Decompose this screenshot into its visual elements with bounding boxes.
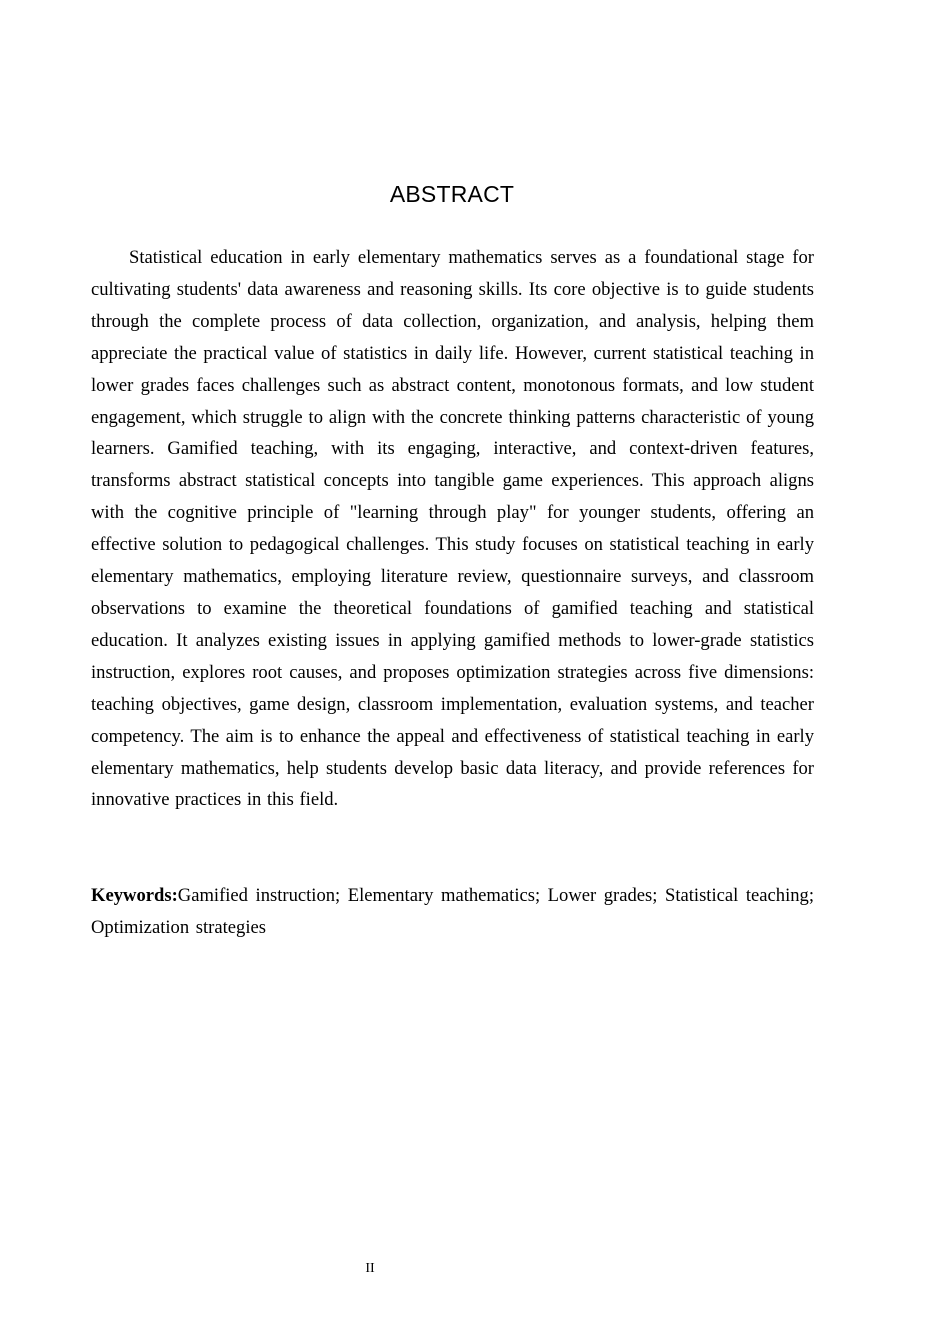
- keywords-paragraph: [91, 880, 814, 944]
- keywords-text: Gamified instruction; Elementary mathematics; Lower grades; Statistical teaching; Optimization strategies: [91, 885, 814, 938]
- page-number: II: [365, 1261, 375, 1276]
- abstract-paragraph: Statistical education in early elementary mathematics serves as a foundational stage for cultivating students' data awareness and reasoning skills. Its core objective is to guide students through the complete process of data collection, organization, and analysis, helping them appreciate the practical value of statistics in daily life. However, current statistical teaching in lower grades faces challenges such as abstract content, monotonous formats, and low student engagement, which struggle to align with the concrete thinking patterns characteristic of young learners. Gamified teaching, with its engaging, interactive, and context-driven features, transforms abstract statistical concepts into tangible game experiences. This approach aligns with the cognitive principle of "learning through play" for younger students, offering an effective solution to pedagogical challenges. This study focuses on statistical teaching in early elementary mathematics, employing literature review, questionnaire surveys, and classroom observations to examine the theoretical foundations of gamified teaching and statistical education. It analyzes existing issues in applying gamified methods to lower-grade statistics instruction, explores root causes, and proposes optimization strategies across five dimensions: teaching objectives, game design, classroom implementation, evaluation systems, and teacher competency. The aim is to enhance the appeal and effectiveness of statistical teaching in early elementary mathematics, help students develop basic data literacy, and provide references for innovative practices in this field.: [91, 247, 814, 811]
- keywords-label: Keywords:: [91, 885, 178, 906]
- abstract-title: ABSTRACT: [389, 181, 515, 207]
